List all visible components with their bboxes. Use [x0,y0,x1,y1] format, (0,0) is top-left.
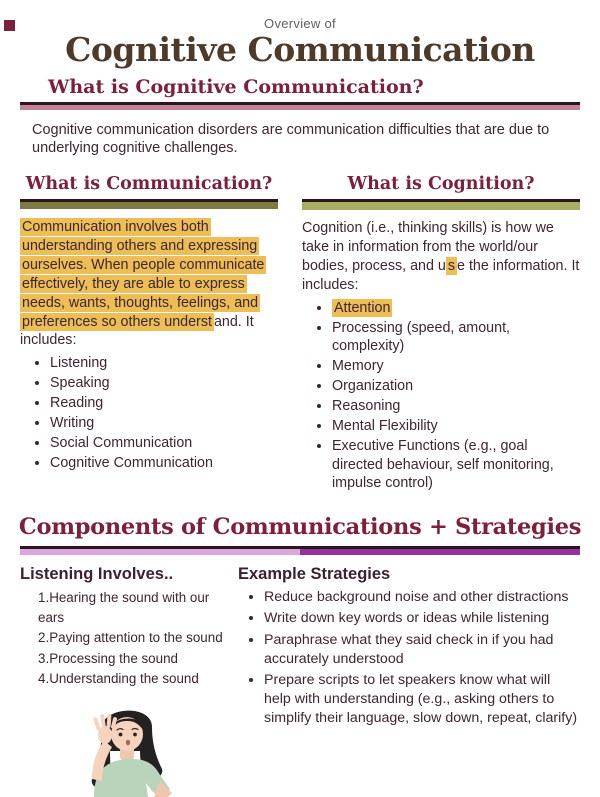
divider-dark-sage [302,199,580,210]
plain-text: Cognition (i.e., thinking skills) is how we take in information from the world/our bodies, process, and u [302,220,554,274]
list-item: • Paraphrase what they said check in if you had accurately understood [264,631,580,669]
mouth [126,740,130,746]
eye [133,732,137,736]
page-title: Cognitive Communication [65,30,535,69]
plain-text: e the information. It includes: [302,257,580,293]
list-item: • Prepare scripts to let speakers know what will help with understanding (e.g., asking others to simplify their language, slow down, repeat, clarify) [264,671,580,729]
listening-steps-list [20,588,238,689]
two-column-section [20,174,580,494]
list-item: • Reading [50,394,278,413]
strategies-heading: Example Strategies [238,565,391,584]
divider-pink-bar [20,105,580,110]
divider-olive-bar [20,202,278,209]
list-item: • Memory [332,357,580,376]
list-item: • Organization [332,377,580,396]
eye [119,732,123,736]
list-item: Understanding the sound [49,670,199,686]
divider-sage-bar [302,202,580,210]
overview-label: Overview of [264,16,336,31]
list-item: • Reasoning [332,397,580,416]
cognition-list [302,299,580,494]
infographic-page [0,16,600,727]
listening-column [20,565,238,797]
list-item [332,299,580,318]
divider-maroon-pink [20,102,580,110]
list-item: • Executive Functions (e.g., goal directed behaviour, self monitoring, impulse control) [332,437,580,494]
divider-maroon-purple [20,546,580,555]
bottom-two-column-section [20,565,580,797]
strategies-list [238,588,580,728]
list-item: • Cognitive Communication [50,454,278,473]
highlighted-text: Attention [334,299,391,316]
list-item: • Writing [50,414,278,433]
list-item: Hearing the sound with our ears [38,590,210,626]
highlighted-letter: s [447,257,456,274]
list-item: • Speaking [50,374,278,393]
divider-orchid-bar [20,549,300,555]
plain-text: and. It includes: [20,313,254,349]
divider-split-bar [20,549,580,555]
corner-accent-square [4,20,15,31]
highlighted-text: Communication involves both understanding others and expressing ourselves. When people communicate effectively, they are able to express needs, wants, thoughts, feelings, and preferences so others underst [22,219,265,330]
list-item: • Mental Flexibility [332,417,580,436]
section-heading-what-is-cognitive-communication: What is Cognitive Communication? [48,76,424,99]
cognition-column [302,174,580,494]
list-item: • Processing (speed, amount, complexity) [332,319,580,357]
list-item: • Social Communication [50,434,278,453]
communication-column [20,174,278,494]
list-item: Processing the sound [49,650,178,666]
listening-heading: Listening Involves.. [20,565,174,584]
woman-listening-illustration [48,701,198,797]
intro-paragraph: Cognitive communication disorders are communication difficulties that are due to underlying cognitive challenges. [32,122,550,157]
list-item: Paying attention to the sound [49,630,223,646]
list-item: • Listening [50,354,278,373]
divider-purple-bar [300,549,580,555]
communication-paragraph [20,218,278,350]
section-heading-components: Components of Communications + Strategies [18,514,582,541]
list-item: • Reduce background noise and other distractions [264,588,580,607]
strategies-column [238,565,580,797]
cognition-paragraph [302,219,580,294]
list-item: • Write down key words or ideas while listening [264,609,580,628]
divider-dark-olive [20,199,278,209]
communication-list [20,354,278,472]
cognition-heading: What is Cognition? [347,174,535,195]
communication-heading: What is Communication? [25,174,273,195]
